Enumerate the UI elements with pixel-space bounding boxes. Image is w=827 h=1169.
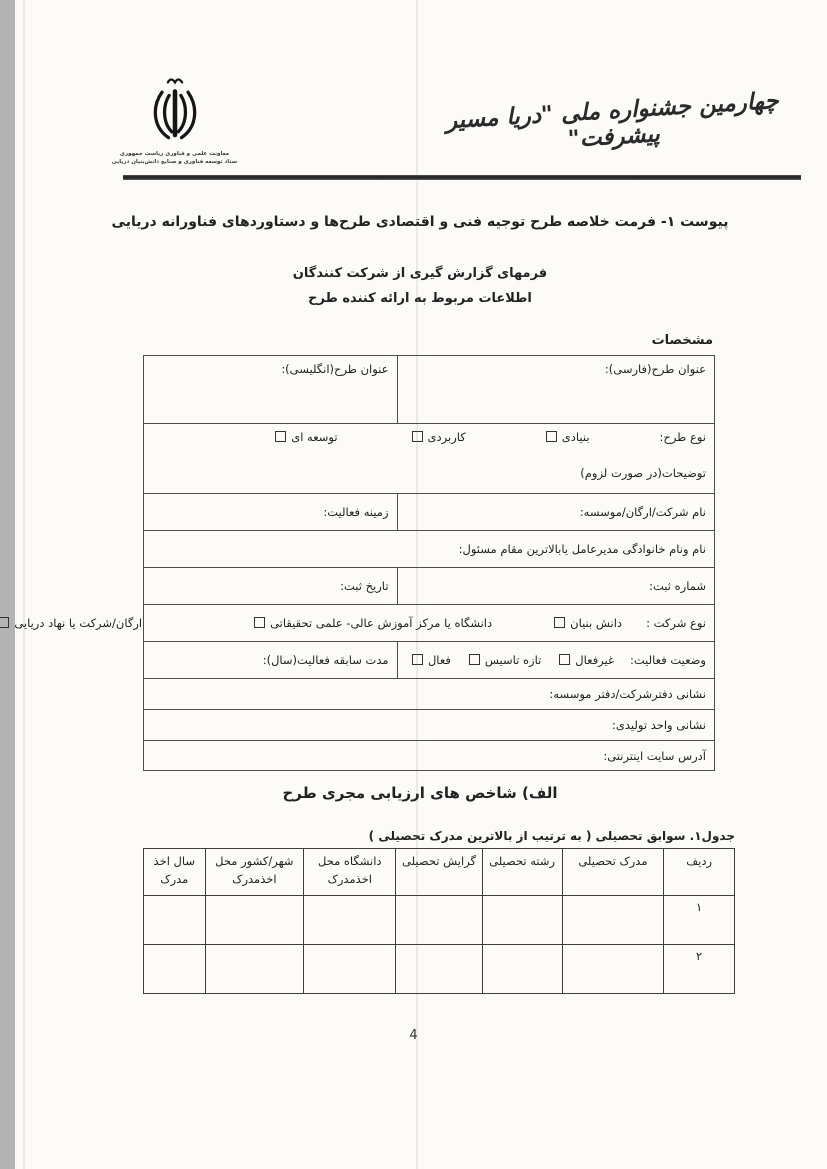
checkbox-icon bbox=[254, 617, 265, 628]
table-header-row bbox=[144, 849, 735, 896]
activity-duration-cell: مدت سابقه فعالیت(سال): bbox=[144, 642, 398, 679]
empty-cell bbox=[304, 945, 396, 994]
forms-subtitle: فرمهای گزارش گیری از شرکت کنندگان bbox=[292, 266, 548, 281]
section-a-heading: الف) شاخص های ارزیابی مجری طرح bbox=[282, 784, 558, 802]
table-row bbox=[144, 424, 715, 494]
table-row bbox=[144, 494, 715, 531]
table-row bbox=[144, 605, 715, 642]
activity-field-cell: زمینه فعالیت: bbox=[144, 494, 398, 531]
table-row bbox=[144, 679, 715, 710]
checkbox-icon bbox=[559, 654, 570, 665]
education-table-caption: جدول۱. سوابق تحصیلی ( به ترتیب از بالاترین مدرک تحصیلی ) bbox=[368, 829, 735, 843]
table-row bbox=[144, 741, 715, 771]
option-marine-org: ارگان/شرکت یا نهاد دریایی bbox=[0, 616, 142, 630]
appendix-title: پیوست ۱- فرمت خلاصه طرح توجیه فنی و اقتصادی طرح‌ها و دستاوردهای فناورانه دریایی bbox=[111, 214, 729, 230]
activity-status-label: وضعیت فعالیت: bbox=[630, 653, 706, 667]
table-row bbox=[144, 642, 715, 679]
checkbox-icon bbox=[0, 617, 9, 628]
empty-cell bbox=[396, 945, 482, 994]
website-address-cell: آدرس سایت اینترنتی: bbox=[144, 741, 715, 771]
col-row-number: ردیف bbox=[664, 849, 735, 896]
col-university: دانشگاه محل اخذمدرک bbox=[304, 849, 396, 896]
scan-fold-line bbox=[416, 0, 418, 1169]
checkbox-icon bbox=[275, 431, 286, 442]
iran-emblem-icon bbox=[145, 72, 205, 150]
option-fundamental: بنیادی bbox=[544, 430, 590, 444]
checkbox-icon bbox=[546, 431, 557, 442]
option-developmental: توسعه ای bbox=[273, 430, 337, 444]
project-title-fa-cell: عنوان طرح(فارسی): bbox=[397, 356, 714, 424]
project-type-cell bbox=[144, 424, 715, 494]
option-active: فعال bbox=[410, 653, 451, 667]
col-city-country: شهر/کشور محل اخذمدرک bbox=[205, 849, 303, 896]
office-address-cell: نشانی دفترشرکت/دفتر موسسه: bbox=[144, 679, 715, 710]
empty-cell bbox=[482, 896, 562, 945]
col-specialization: گرایش تحصیلی bbox=[396, 849, 482, 896]
page-number: 4 bbox=[409, 1028, 418, 1043]
option-applied: کاربردی bbox=[410, 430, 466, 444]
empty-cell bbox=[562, 945, 664, 994]
header-divider-rule bbox=[123, 175, 801, 180]
logo-caption-line2: ستاد توسعه فناوری و صنایع دانش‌بنیان دریایی bbox=[111, 159, 237, 166]
project-title-en-cell: عنوان طرح(انگلیسی): bbox=[144, 356, 398, 424]
explanations-note: توضیحات(در صورت لزوم) bbox=[580, 466, 706, 480]
option-knowledge-based: دانش بنیان bbox=[552, 616, 622, 630]
option-inactive: غیرفعال bbox=[557, 653, 614, 667]
page-edge-line bbox=[23, 0, 25, 1169]
education-history-table bbox=[143, 848, 735, 994]
table-row bbox=[144, 531, 715, 568]
empty-cell bbox=[205, 896, 303, 945]
project-type-label: نوع طرح: bbox=[659, 430, 706, 444]
col-field-of-study: رشته تحصیلی bbox=[482, 849, 562, 896]
table-row bbox=[144, 356, 715, 424]
specifications-table bbox=[14, 355, 715, 771]
checkbox-icon bbox=[554, 617, 565, 628]
production-unit-address-cell: نشانی واحد تولیدی: bbox=[144, 710, 715, 741]
table-row bbox=[144, 945, 735, 994]
empty-cell bbox=[144, 896, 206, 945]
option-newly-established: تازه تاسیس bbox=[467, 653, 541, 667]
checkbox-icon bbox=[469, 654, 480, 665]
registration-number-cell: شماره ثبت: bbox=[397, 568, 714, 605]
ceo-name-cell: نام ونام خانوادگی مدیرعامل یابالاترین مقام مسئول: bbox=[144, 531, 715, 568]
table-row bbox=[144, 568, 715, 605]
empty-cell bbox=[396, 896, 482, 945]
empty-cell bbox=[304, 896, 396, 945]
scan-edge-shadow bbox=[0, 0, 15, 1169]
provider-info-subtitle: اطلاعات مربوط به ارائه کننده طرح bbox=[308, 291, 532, 306]
logo-caption-line1: معاونت علمی و فناوری ریاست جمهوری bbox=[119, 151, 230, 157]
specs-section-label: مشخصات bbox=[651, 333, 713, 348]
table-row bbox=[144, 896, 735, 945]
row-number-cell: ۲ bbox=[664, 945, 735, 994]
company-type-cell bbox=[14, 605, 715, 642]
empty-cell bbox=[144, 945, 206, 994]
col-degree: مدرک تحصیلی bbox=[562, 849, 664, 896]
option-university: دانشگاه یا مرکز آموزش عالی- علمی تحقیقاتی bbox=[252, 616, 492, 630]
activity-status-cell bbox=[397, 642, 714, 679]
org-logo bbox=[112, 72, 237, 167]
empty-cell bbox=[562, 896, 664, 945]
empty-cell bbox=[205, 945, 303, 994]
company-name-cell: نام شرکت/ارگان/موسسه: bbox=[397, 494, 714, 531]
col-year: سال اخذ مدرک bbox=[144, 849, 206, 896]
registration-date-cell: تاریخ ثبت: bbox=[144, 568, 398, 605]
festival-calligraphy-title: چهارمین جشنواره ملی "دریا مسیر پیشرفت" bbox=[445, 87, 780, 153]
company-type-label: نوع شرکت : bbox=[646, 616, 706, 630]
empty-cell bbox=[482, 945, 562, 994]
table-row bbox=[144, 710, 715, 741]
row-number-cell: ۱ bbox=[664, 896, 735, 945]
